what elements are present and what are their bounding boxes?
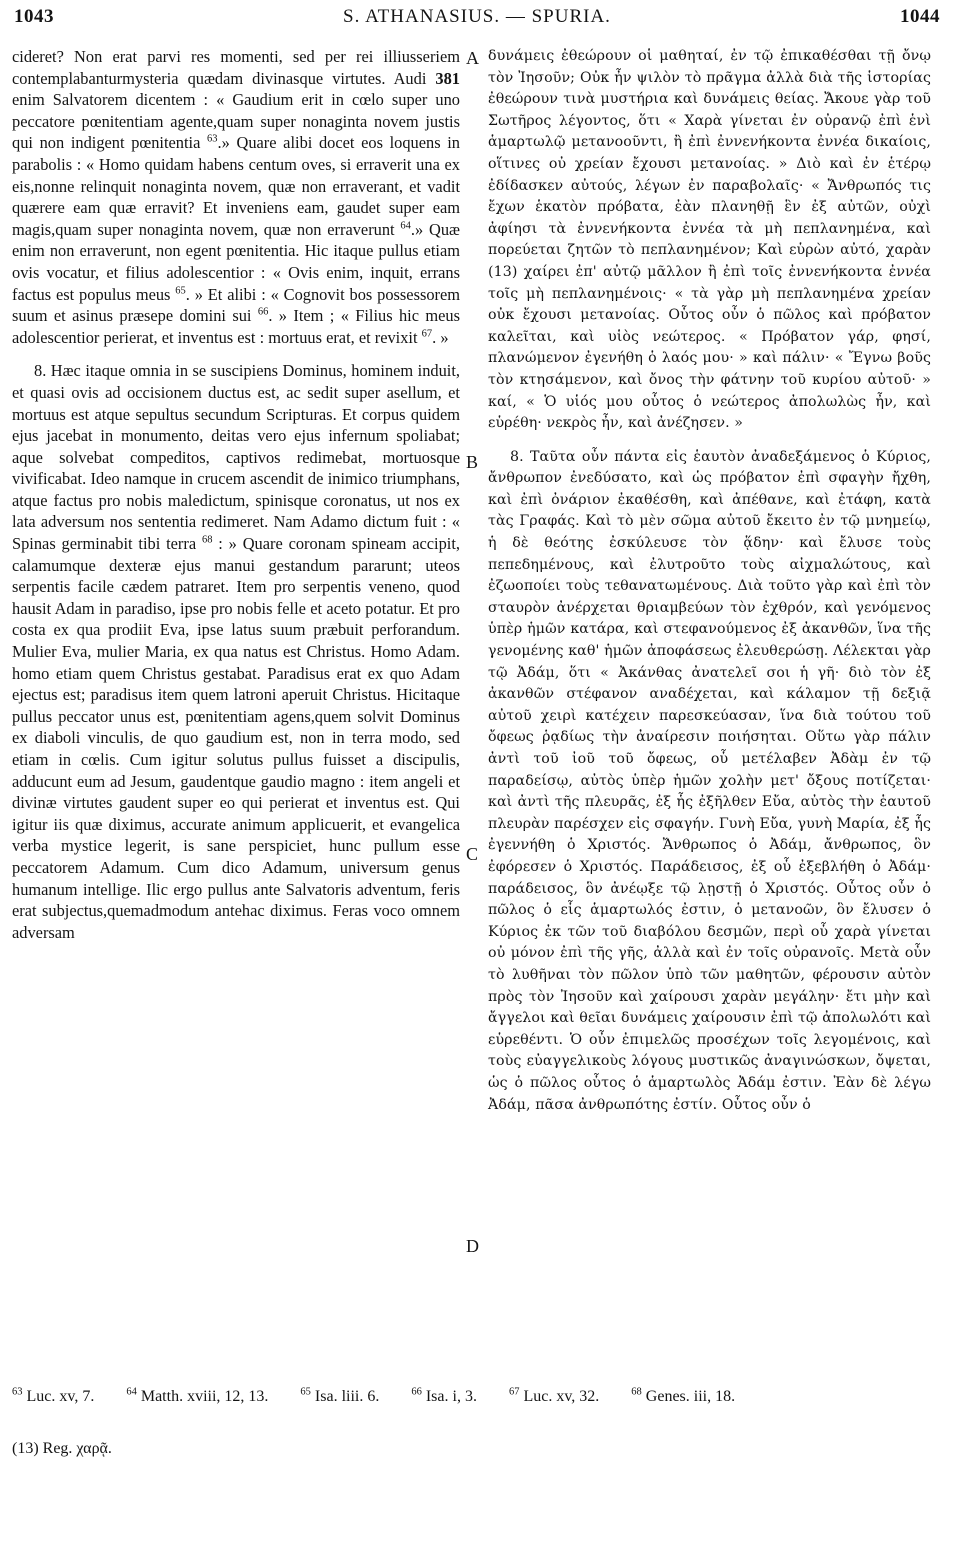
- greek-column: [488, 46, 931, 1116]
- footnote-ref: 65: [175, 285, 186, 297]
- column-reference: 381: [435, 68, 460, 88]
- greek-paragraph-1: δυνάμεις ἐθεώρουν οἱ μαθηταί, ἐν τῷ ἐπικαθέσθαι τῇ ὄνῳ τὸν Ἰησοῦν; Οὐκ ἦν ψιλὸν τὸ πρᾶγμα ἀλλὰ διὰ τῆς ἱστορίας ἐθεώρουν τινὰ μυστήρια καὶ δυνάμεις θείας. Ἄκουε γὰρ τοῦ Σωτῆρος λέγοντος, ὅτι « Χαρὰ γίνεται ἐν οὐρανῷ ἐπὶ ἑνὶ ἁμαρτωλῷ μετανοοῦντι, ἢ ἐπὶ ἐννενήκοντα ἐννέα δικαίοις, οἵτινες οὐ χρείαν ἔχουσι μετανοίας. » Διὸ καὶ ἐν ἑτέρῳ ἐδίδασκεν αὐτούς, λέγων ἐν παραβολαῖς· « Ἄνθρωπός τις ἔχων ἑκατὸν πρόβατα, ἐὰν πλανηθῇ ἓν ἐξ αὐτῶν, οὐχὶ ἀφίησι τὰ ἐννενήκοντα ἐννέα τὰ μὴ πεπλανημένα, καὶ πορεύεται ζητῶν τὸ πεπλανημένον; Καὶ εὑρὼν αὐτό, χαρὰν (13) χαίρει ἐπ' αὐτῷ μᾶλλον ἢ ἐπὶ τοῖς ἐννενήκοντα ἐννέα τοῖς μὴ πεπλανημένοις· « τὰ γὰρ μὴ πεπλανημένα χρείαν οὐκ ἔχουσι μετανοίας. Οὗτος οὖν ὁ πῶλος καὶ πρόβατον καλεῖται, καὶ υἱὸς νεώτερος. « Πρόβατον γάρ, φησί, πλανώμενον ἐγενήθη ὁ λαός μου· » καὶ πάλιν· « Ἔγνω βοῦς τὸν κτησάμενον, καὶ ὄνος τὴν φάτνην τοῦ κυρίου αὐτοῦ· » καί, « Ὁ υἱός μου οὗτος ὁ νεώτερος ἀπολωλὼς ἦν, καὶ εὑρέθη· νεκρὸς ἦν, καὶ ἀνέζησεν. »: [488, 48, 931, 432]
- latin-text: 8. Hæc itaque omnia in se suscipiens Dominus, hominem induit, et quasi ovis ad occisionem ductus est, ac sedit super asellum, et mortuus est atque sepultus secundum Scripturas. Et corpus quidem ejus jacebat in monumento, deitas vero ejus infernum spoliabat; aque solvebat compeditos, captivos redimebat, mortuosque vivificabat. Ideo namque in crucem ascendit de inimico triumphans, atque factus pro nobis maledictum, spinisque coronatus, ut nos ex lata adversum nos sententia redimeret. Nam Adamo dictum fuit : « Spinas germinabit tibi terra: [12, 361, 460, 554]
- latin-text: : » Quare coronam spineam accipit, calamumque dexteræ ejus manui gestandum pararunt; uteos serpentis facile cædem patraret. Item pro serpentis veneno, quod hausit Adam in paradiso, ipse pro nobis felle et aceto potatur. Et pro costa ex qua prodiit Eva, ipse latus suum præbuit perforandum. Mulier Eva, mulier Maria, ex qua natus est Christus. Homo Adam. homo etiam quem Christus gestabat. Paradisus erat ex quo Adam ejectus est; paradisus item quem latroni aperuit Christus. Hicitaque pullus peccator unus est, pœnitentiam agens,quem solvit Dominus ex diaboli vinculis, de quo gaudium est, non in terra modo, sed etiam in cœlis. Cum igitur solutus pullus fuisset a discipulis, adducunt eum ad Jesum, gaudentque gaudio magno : item angeli et divinæ virtutes gaudent super eo qui perierat et inventus est. Qui igitur iis quæ diximus, accurate animum applicuerit, et evangelica verba mystice legerit, is sane perspiciet, hunc pullum esse peccatorem Adamum. Cum dico Adamum, universum genus humanum intellige. Ilic ergo pullus ante Salvatoris adventum, feris erat subjectus,quemadmodum antehac diximus. Feras voco omnem adversam: [12, 534, 460, 942]
- left-column-number: 1043: [14, 6, 54, 27]
- greek-paragraph-2: 8. Ταῦτα οὖν πάντα εἰς ἑαυτὸν ἀναδεξάμενος ὁ Κύριος, ἄνθρωπον ἐνεδύσατο, καὶ ὡς πρόβατον ἐπὶ σφαγὴν ἤχθη, καὶ ἐπὶ ὀνάριον ἐκαθέσθη, καὶ ἀπέθανε, καὶ ἐτάφη, κατὰ τὰς Γραφάς. Καὶ τὸ μὲν σῶμα αὐτοῦ ἔκειτο ἐν τῷ μνημείῳ, ἡ δὲ θεότης ἐσκύλευσε τὸν ᾅδην· καὶ ἔλυσε τοὺς πεπεδημένους, καὶ ἐλυτροῦτο τοὺς αἰχμαλώτους, καὶ ἐζωοποίει τοὺς τεθανατωμένους. Διὰ τοῦτο γὰρ καὶ ἐπὶ τὸν σταυρὸν ἀνέρχεται θριαμβεύων τὸν ἐχθρόν, καὶ γενόμενος ὑπὲρ ἡμῶν κατάρα, καὶ στεφανούμενος ἐξ ἀκανθῶν, ἵνα τῆς γενομένης καθ' ἡμῶν ἀποφάσεως ἐλευθερώσῃ. Λέλεκται γὰρ τῷ Ἀδάμ, ὅτι « Ἀκάνθας ἀνατελεῖ σοι ἡ γῆ· διὸ τὸν ἐξ ἀκανθῶν στέφανον αναδέχεται, καὶ κάλαμον τῇ δεξιᾷ αὐτοῦ χειρὶ κατέχειν παρεσκεύασαν, ἵνα διὰ τούτου τοῦ ὄφεως ῥᾳδίως τὴν ἀναίρεσιν ποιήσηται. Οὕτω γὰρ πάλιν ἀντὶ τοῦ ἰοῦ τοῦ ὄφεως, οὗ μετέλαβεν Ἀδὰμ ἐν τῷ παραδείσῳ, αὐτὸς ὑπὲρ ἡμῶν χολὴν μετ' ὄξους ποτίζεται· καὶ ἀντὶ τῆς πλευρᾶς, ἐξ ἧς ἐξῆλθεν Εὔα, αὐτὸς τὴν ἑαυτοῦ πλευρὰν παρέσχεν εἰς σφαγήν. Γυνὴ Εὔα, γυνὴ Μαρία, ἐξ ἧς ἐγεννήθη ὁ Χριστός. Ἄνθρωπος ὁ Ἀδάμ, ἄνθρωπος, ὃν ἐφόρεσεν ὁ Χριστός. Παράδεισος, ἐξ οὗ ἐξεβλήθη ὁ Ἀδάμ· παράδεισος, ὃν ἀνέῳξε τῷ λῃστῇ ὁ Χριστός. Οὗτος οὖν ὁ πῶλος ὁ εἷς ἁμαρτωλός ἐστιν, ὁ μετανοῶν, ὃν ἔλυσεν ὁ Κύριος ἐκ τῶν τοῦ διαβόλου δεσμῶν, περὶ οὗ χαρὰ γίνεται οὐ μόνον ἐπὶ τῆς γῆς, ἀλλὰ καὶ ἐν τοῖς οὐρανοῖς. Μετὰ οὖν τὸ λυθῆναι τὸν πῶλον ὑπὸ τῶν μαθητῶν, φέρουσιν αὐτὸν πρὸς τὸν Ἰησοῦν καὶ χαίρουσι χαρὰν μεγάλην· ἔτι μὴν καὶ ἄγγελοι καὶ θεῖαι δυνάμεις χαίρουσιν ἐπὶ τῷ ἀπολωλότι καὶ εὑρεθέντι. Ὁ οὖν ἐπιμελῶς προσέχων τοῖς λεγομένοις, καὶ τοὺς εὐαγγελικοὺς λόγους μυστικῶς ἀναγινώσκων, ὄψεται, ὡς ὁ πῶλος οὗτος ὁ ἁμαρτωλὸς Ἀδάμ ἐστιν. Ἐὰν δὲ λέγω Ἀδάμ, πᾶσα ἀνθρωπότης ἐστίν. Οὗτος οὖν ὁ: [488, 448, 931, 1113]
- variant-note: (13) Reg. χαρᾷ.: [12, 1440, 112, 1457]
- latin-text: . » Et alibi : « Cognovit bos possessorem suum et asinus præsepe domini sui: [12, 284, 460, 326]
- footnotes: [12, 1386, 942, 1407]
- latin-text: cideret? Non erat parvi res momenti, sed per rei illiusseriem contemplabanturmysteria quædam divinasque virtutes. Audi: [12, 47, 460, 88]
- footnote: $^{67}$ Luc. xv, 32.: [508, 1386, 600, 1405]
- latin-text: . » Item ; « Filius hic meus adolescentior perierat, et inventus est : mortuus erat, et revixit: [12, 306, 460, 347]
- footnote-ref: 68: [201, 534, 213, 546]
- footnote-ref: 63: [207, 133, 218, 145]
- latin-text: .» Quare alibi docet eos loquens in parabolis : « Homo quidam habens centum oves, si erraverit una ex eis,nonne relinquit nonaginta novem, quæ non erraverant, et vadit quærere eam quæ erravit? Et inveniens eam, gaudet super eam magis,quam super nonaginta novem, quæ non erraverunt: [12, 133, 460, 239]
- latin-text: . »: [432, 327, 449, 347]
- footnote: $^{65}$ Isa. liii. 6.: [300, 1386, 380, 1405]
- latin-column: [12, 46, 460, 943]
- footnote: $^{63}$ Luc. xv, 7.: [12, 1386, 95, 1405]
- footnote-ref: 66: [257, 306, 269, 318]
- footnote: $^{66}$ Isa. i, 3.: [411, 1386, 477, 1405]
- right-column-number: 1044: [900, 6, 940, 27]
- page-header: [14, 6, 940, 34]
- footnote: $^{68}$ Genes. iii, 18.: [631, 1386, 736, 1405]
- margin-marker-a: A: [466, 48, 479, 68]
- running-title: S. ATHANASIUS. — SPURIA.: [343, 6, 611, 27]
- latin-text: .» Quæ enim non erraverunt, non egent pœnitentia. Hic itaque pullus etiam ovis vocatur, et filius adolescentior : « Ovis enim, inquit, errans factus est populus meus: [12, 219, 460, 304]
- latin-paragraph-2: [12, 360, 460, 943]
- margin-marker-b: B: [466, 452, 479, 472]
- margin-marker-c: C: [466, 844, 479, 864]
- latin-paragraph-1: [12, 46, 460, 348]
- latin-text: enim Salvatorem dicentem : « Gaudium erit in cœlo super uno peccatore pœnitentiam agente,quam super nonaginta novem justis qui non indigent pœnitentia: [12, 90, 460, 153]
- footnote-ref: 64: [400, 220, 411, 232]
- footnote-ref: 67: [421, 328, 433, 340]
- footnote: $^{64}$ Matth. xviii, 12, 13.: [126, 1386, 269, 1405]
- margin-marker-d: D: [466, 1236, 479, 1256]
